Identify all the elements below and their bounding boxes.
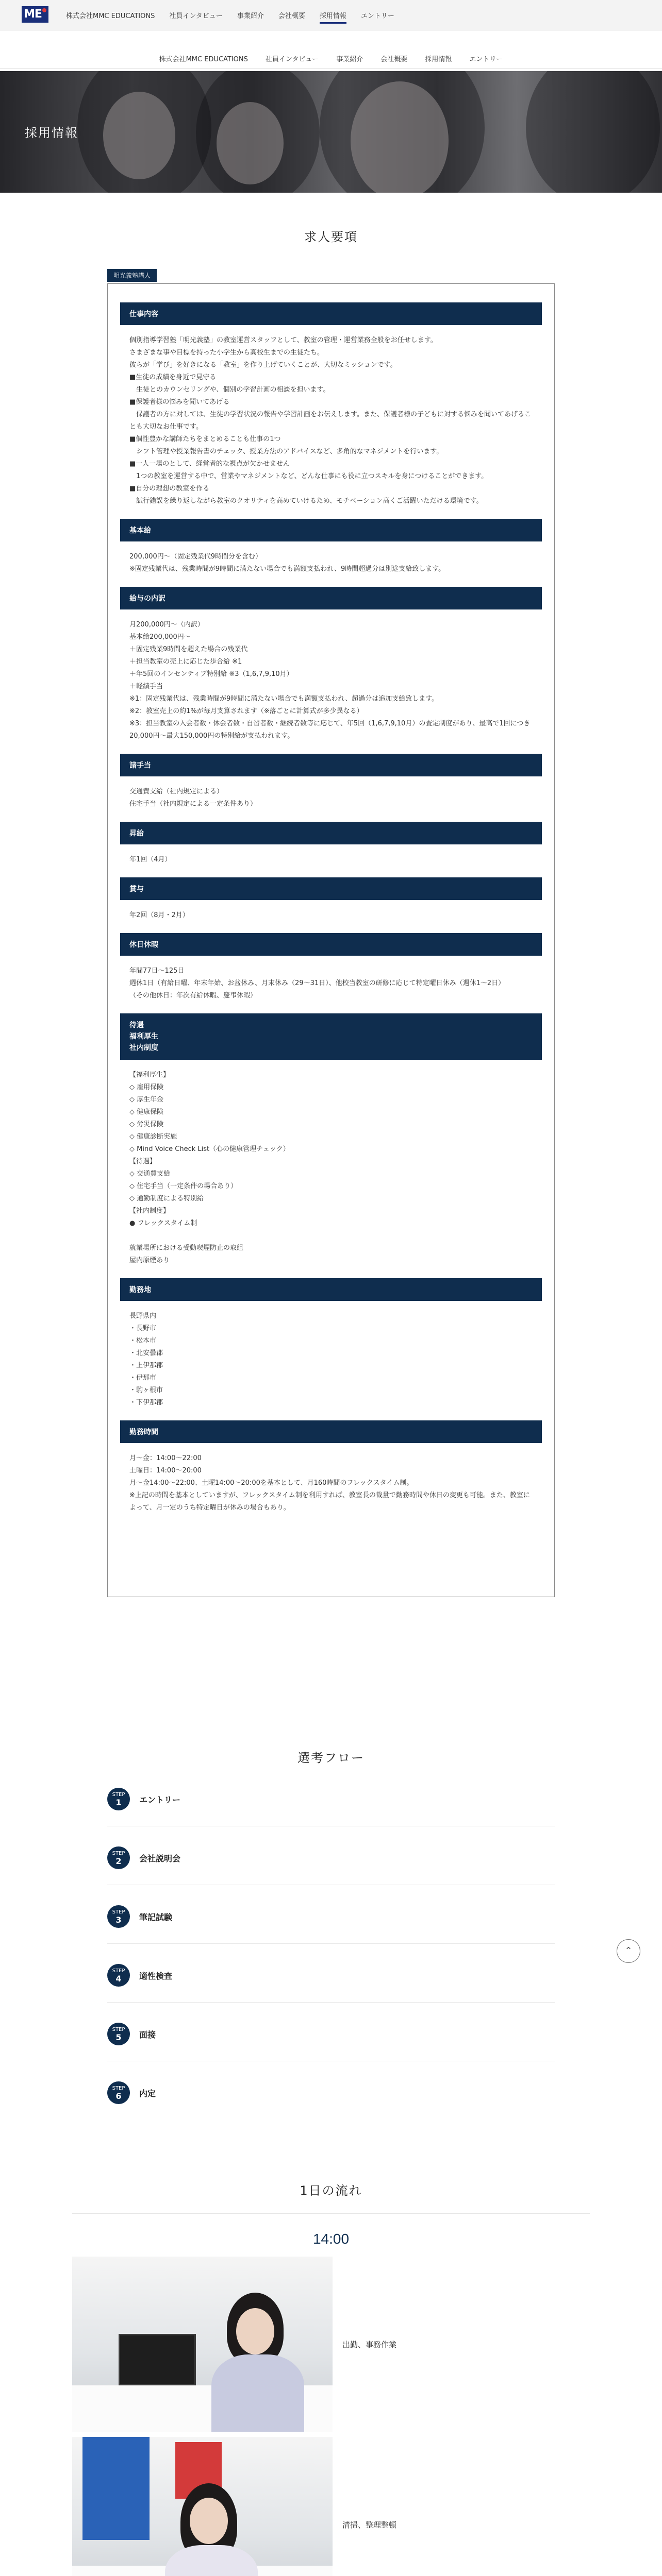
hero-tint [0, 71, 662, 193]
flow-step-badge: STEP 6 [107, 2081, 130, 2104]
flow-step-badge: STEP 3 [107, 1905, 130, 1928]
flow-step-2 [107, 1846, 180, 1869]
flow-step-label: 会社説明会 [139, 1853, 181, 1863]
monitor-shape [119, 2334, 196, 2385]
flow-step-3 [107, 1905, 172, 1928]
row-head-raise: 昇給 [120, 822, 542, 844]
row-head-work: 仕事内容 [120, 302, 542, 325]
day-section-title: 1日の流れ [300, 2183, 362, 2198]
flow-step-1 [107, 1788, 180, 1810]
sub-nav [0, 54, 662, 63]
flow-step-badge: STEP 4 [107, 1964, 130, 1987]
day-item-2: 清掃、整理整頓 [342, 2520, 397, 2530]
sub-nav-recruit[interactable]: 採用情報 [425, 56, 452, 63]
job-box [107, 283, 555, 1597]
row-body-salary: 200,000円〜（固定残業代9時間分を含む） ※固定残業代は、残業時間が9時間に満たない場合でも満額支払われ、9時間超過分は別途支給致します。 [129, 553, 445, 573]
row-body-work: 個別指導学習塾「明光義塾」の教室運営スタッフとして、教室の管理・運営業務全般をお任せします。 さまざまな事や目標を持った小学生から高校生までの生徒たち。 彼らが「学び」を好きになる「教室」を作り上げていくことが、大切なミッションです。 ■生徒の成績を身近で見守る 生徒とのカウンセリングや、個別の学習計画の相談を担います。 ■保護者様の悩みを聞いてあげる 保護者の方に対しては、生徒の学習状況の報告や学習計画をお伝えします。また、保護者様の子どもに対する悩みを聞いてあげることも大切なお仕事です。 ■個性豊かな講師たちをまとめることも仕事の1つ シフト管理や授業報告書のチェック、授業方法のアドバイスなど、多角的なマネジメントを行います。 ■一人一場のとして、経営者的な視点が欠かせません 1つの教室を運営する中で、営業やマネジメントなど、どんな仕事にも役に立つスキルを身につけることができます。 ■自分の理想の教室を作る 試行錯誤を繰り返しながら教室のクオリティを高めていけるため、モチベーション高くご活躍いただける環境です。 [129, 336, 531, 505]
flow-divider [107, 1943, 555, 1944]
flow-step-badge: STEP 5 [107, 2023, 130, 2045]
day-photo-cleaning [72, 2437, 333, 2576]
row-head-location: 勤務地 [120, 1278, 542, 1301]
hero-title: 採用情報 [25, 126, 78, 140]
flow-step-label: 面接 [139, 2029, 156, 2040]
flow-step-badge: STEP 2 [107, 1846, 130, 1869]
chevron-up-icon: ⌃ [624, 1945, 633, 1956]
sub-nav-company[interactable]: 株式会社MMC EDUCATIONS [159, 56, 248, 63]
row-head-salary: 基本給 [120, 519, 542, 541]
row-head-bonus: 賞与 [120, 877, 542, 900]
sub-nav-business[interactable]: 事業紹介 [336, 56, 363, 63]
day-photo-office-work [72, 2257, 333, 2432]
nav-item-profile[interactable]: 会社概要 [278, 12, 305, 20]
flow-section-title: 選考フロー [297, 1751, 365, 1765]
row-body-bonus: 年2回（8月・2月） [129, 911, 189, 919]
flow-step-badge: STEP 1 [107, 1788, 130, 1810]
row-body-hours: 月〜金：14:00〜22:00 土曜日：14:00〜20:00 月〜金14:00〜22:00、土曜14:00〜20:00を基本として、月160時間のフレックスタイム制。 ※上記の時間を基本としていますが、フレックスタイム制を利用すれば、教室長の裁量で勤務時間や休日の変更も可能。また、教室によって、月一定のうち特定曜日が休みの場合もあり。 [129, 1454, 530, 1512]
flow-step-6 [107, 2081, 156, 2104]
sub-nav-entry[interactable]: エントリー [469, 56, 503, 63]
flow-divider [107, 2002, 555, 2003]
flow-step-label: 内定 [139, 2088, 156, 2098]
row-body-breakdown: 月200,000円〜（内訳） 基本給200,000円〜 ＋固定残業9時間を超えた場合の残業代 ＋担当教室の売上に応じた歩合給 ※1 ＋年5回のインセンティブ特別給 ※3（1,6,7,9,10月） ＋軽績手当 ※1：固定残業代は、残業時間が9時間に満たない場合でも満額支払われ、超過分は追加支給致します。 ※2：教室売上の約1%が毎月支算されます（※落ごとに計算式が多少異なる） ※3：担当教室の入会者数・休会者数・自習者数・継続者数等に応じて、年5回（1,6,7,9,10月）の査定制度があり、最高で1回につき20,000円〜最大150,000円の特別給が支払われます。 [129, 621, 531, 740]
logo-dot [42, 8, 46, 12]
time-label-1: 14:00 [312, 2231, 350, 2247]
row-body-location: 長野県内 ・長野市 ・松本市 ・北安曇郡 ・上伊那郡 ・伊那市 ・駒ヶ根市 ・下伊那郡 [129, 1312, 163, 1406]
flow-step-label: 筆記試験 [139, 1912, 173, 1922]
flow-step-label: 適性検査 [139, 1971, 173, 1981]
row-body-holiday: 年間77日〜125日 週休1日（有給日曜、年末年始、お盆休み、月末休み（29〜31日）、他校当教室の研修に応じて特定曜日休み（週休1〜2日） （その他休日：年次有給休暇、慶弔休暇） [129, 967, 505, 999]
flow-step-4 [107, 1964, 172, 1987]
nav-item-entry[interactable]: エントリー [360, 12, 394, 20]
job-tag: 明光義塾講人 [107, 269, 157, 282]
company-logo[interactable]: ME [22, 6, 48, 23]
poster-shape [82, 2437, 150, 2540]
row-body-raise: 年1回（4月） [129, 856, 172, 863]
hero-banner [0, 71, 662, 193]
sub-nav-profile[interactable]: 会社概要 [380, 56, 408, 63]
nav-item-recruit[interactable]: 採用情報 [320, 10, 346, 24]
flow-step-label: エントリー [139, 1794, 181, 1805]
top-header [0, 0, 662, 31]
day-divider [72, 2213, 590, 2214]
row-head-allowance: 諸手当 [120, 754, 542, 776]
nav-item-company[interactable]: 株式会社MMC EDUCATIONS [66, 12, 155, 20]
sub-nav-divider [0, 68, 662, 69]
row-head-benefits: 待遇 福利厚生 社内制度 [120, 1013, 542, 1060]
flow-step-5 [107, 2023, 156, 2045]
job-section-title: 求人要項 [304, 230, 358, 244]
row-body-allowance: 交通費支給（社内規定による） 住宅手当（社内規定による一定条件あり） [129, 788, 257, 808]
sub-nav-interview[interactable]: 社員インタビュー [265, 56, 319, 63]
row-head-holiday: 休日休暇 [120, 933, 542, 956]
row-head-hours: 勤務時間 [120, 1420, 542, 1443]
nav-item-business[interactable]: 事業紹介 [237, 12, 264, 20]
row-head-breakdown: 給与の内訳 [120, 587, 542, 609]
row-body-benefits: 【福利厚生】 ◇ 雇用保険 ◇ 厚生年金 ◇ 健康保険 ◇ 労災保険 ◇ 健康診断実施 ◇ Mind Voice Check List（心の健康管理チェック） 【待遇】 ◇ 交通費支給 ◇ 住宅手当（一定条件の場合あり） ◇ 通勤制度による特別給 【社内制度】 ● フレックスタイム制 就業場所における受動喫煙防止の取組 屋内原煙あり [129, 1071, 290, 1264]
day-item-1: 出勤、事務作業 [342, 2340, 397, 2349]
scroll-top-button[interactable] [617, 1939, 640, 1963]
job-table [120, 302, 542, 1526]
top-nav [66, 10, 394, 24]
nav-item-interview[interactable]: 社員インタビュー [169, 12, 223, 20]
